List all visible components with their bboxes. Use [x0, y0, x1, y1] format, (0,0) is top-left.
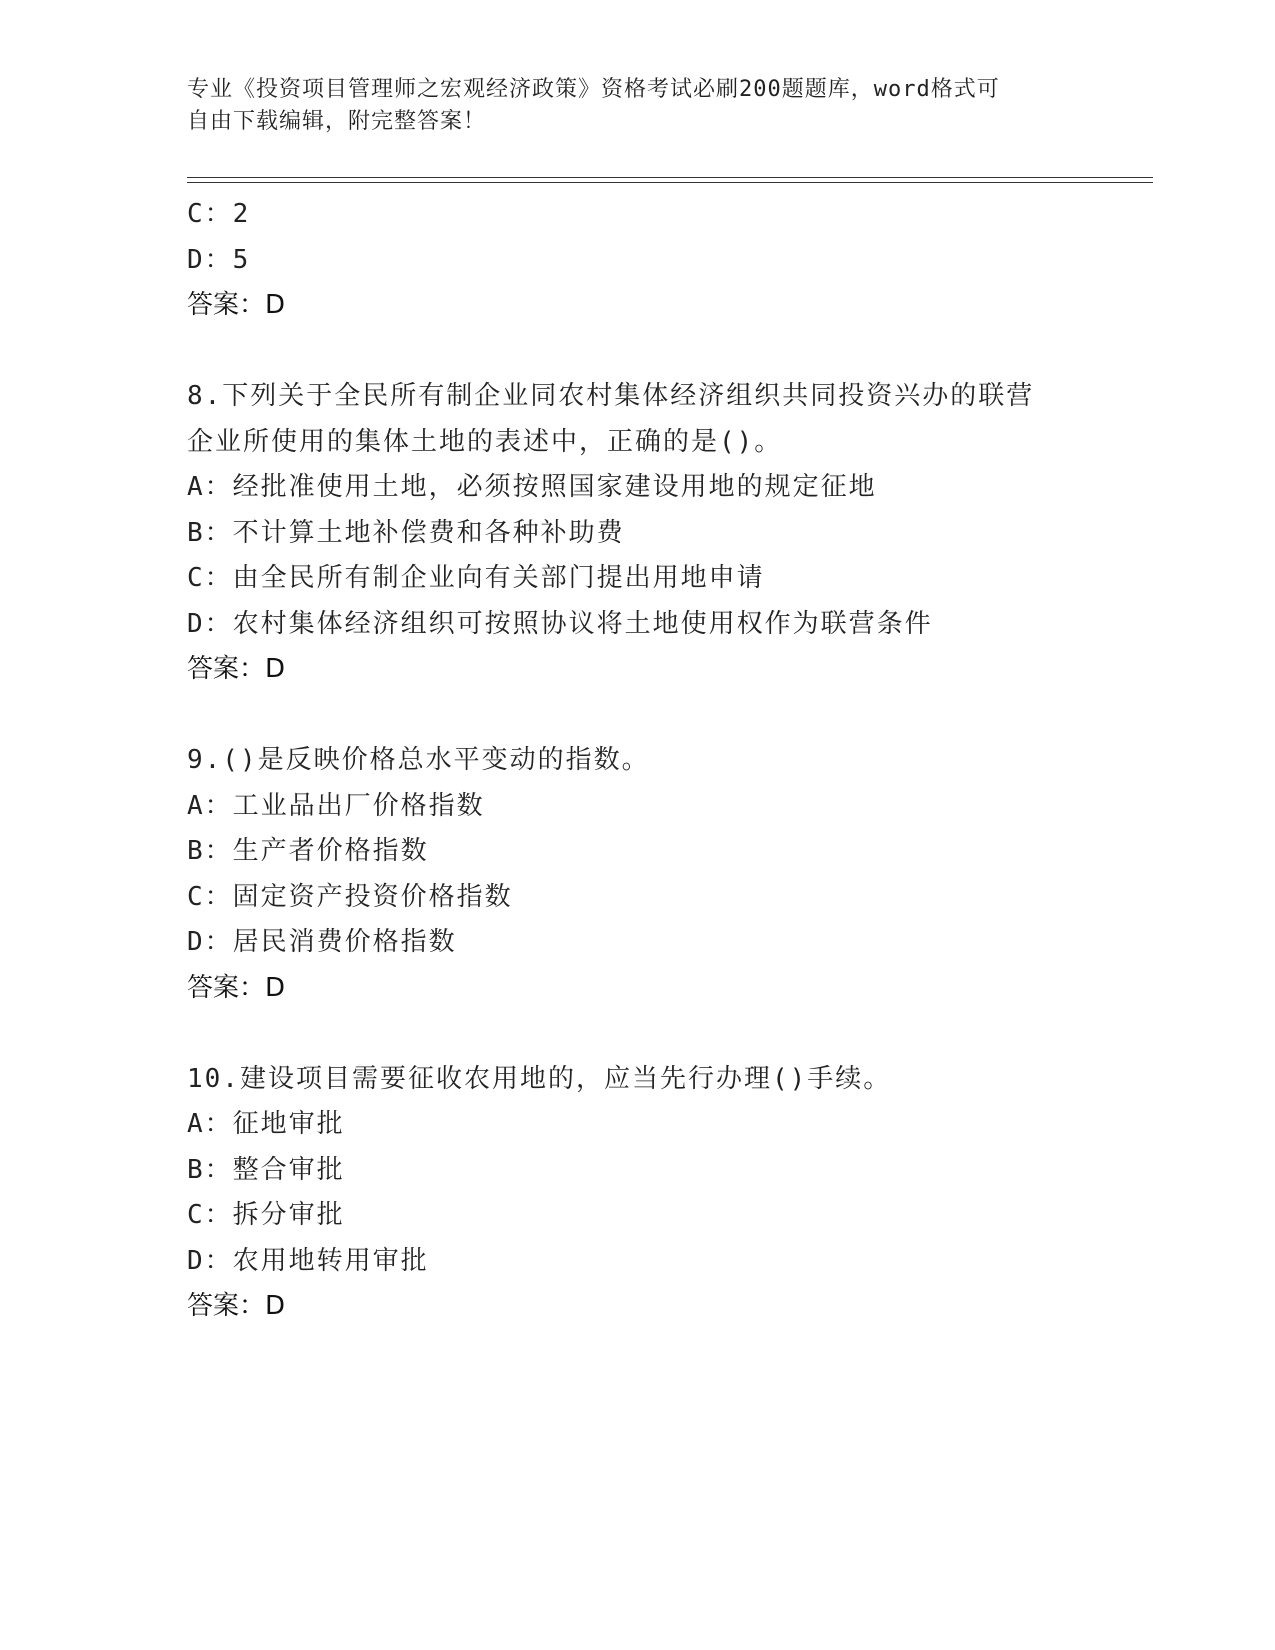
question-10	[187, 1057, 1137, 1330]
spacer	[187, 1011, 1137, 1057]
header-divider-bottom	[187, 182, 1153, 183]
question-9	[187, 738, 1137, 1011]
option-d: D：农村集体经济组织可按照协议将土地使用权作为联营条件	[187, 608, 933, 639]
answer-line: 答案：D	[187, 654, 286, 684]
option-b: B：生产者价格指数	[187, 836, 429, 866]
answer-line: 答案：D	[187, 1291, 286, 1321]
question-list	[187, 192, 1137, 1330]
option-b: B：整合审批	[187, 1154, 345, 1185]
spacer	[187, 693, 1137, 739]
question-stem-line: 10.建设项目需要征收农用地的，应当先行办理()手续。	[187, 1063, 892, 1094]
option-a: A：征地审批	[187, 1109, 345, 1139]
header-divider-top	[187, 177, 1153, 178]
option-d: D：居民消费价格指数	[187, 927, 457, 957]
spacer	[187, 329, 1137, 375]
answer-line: 答案：D	[187, 972, 286, 1003]
question-stem-line: 8.下列关于全民所有制企业同农村集体经济组织共同投资兴办的联营	[187, 381, 1035, 411]
option-c: C：由全民所有制企业向有关部门提出用地申请	[187, 563, 765, 593]
option-a: A：经批准使用土地，必须按照国家建设用地的规定征地	[187, 472, 877, 502]
option-a: A：工业品出厂价格指数	[187, 790, 485, 821]
option-d: D：农用地转用审批	[187, 1245, 429, 1276]
document-header	[187, 74, 1067, 138]
header-line-2: 自由下载编辑，附完整答案！	[187, 109, 487, 134]
question-stem-line: 企业所使用的集体土地的表述中，正确的是()。	[187, 426, 783, 457]
option-d: D：5	[187, 244, 251, 275]
answer-line: 答案：D	[187, 290, 286, 320]
option-c: C：拆分审批	[187, 1200, 345, 1230]
header-line-1: 专业《投资项目管理师之宏观经济政策》资格考试必刷200题题库，word格式可	[187, 77, 1000, 102]
question-continuation	[187, 192, 1137, 329]
option-c: C：2	[187, 199, 251, 229]
question-stem-line: 9.()是反映价格总水平变动的指数。	[187, 745, 650, 775]
option-c: C：固定资产投资价格指数	[187, 881, 513, 912]
option-b: B：不计算土地补偿费和各种补助费	[187, 517, 625, 548]
question-8	[187, 374, 1137, 693]
